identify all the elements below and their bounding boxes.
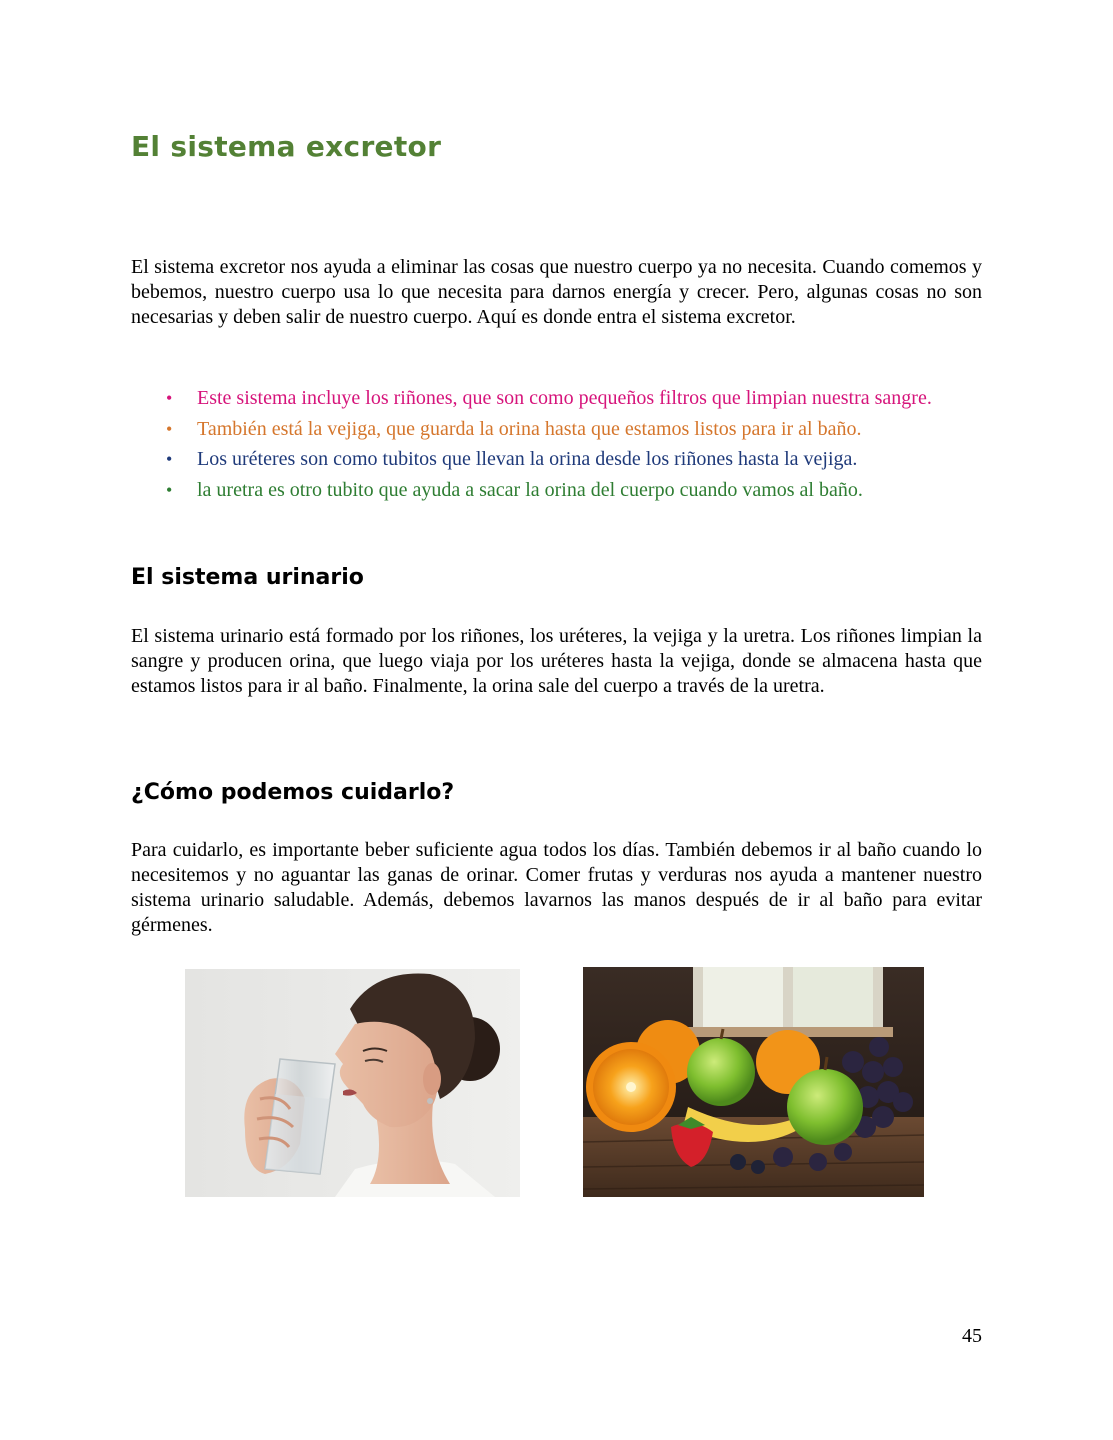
intro-paragraph: El sistema excretor nos ayuda a eliminar las cosas que nuestro cuerpo ya no necesita. Cuando comemos y bebemos, nuestro cuerpo usa lo que necesita para darnos energía y crecer. Pero, algunas cosas no son necesarias y deben salir de nuestro cuerpo. Aquí es donde entra el sistema excretor. [131, 256, 982, 328]
fruits-image [583, 967, 924, 1197]
urinario-paragraph: El sistema urinario está formado por los riñones, los uréteres, la vejiga y la uretra. Los riñones limpian la sangre y producen orina, que luego viaja por los uréteres hasta la vejiga, donde se almacena hasta que estamos listos para ir al baño. Finalmente, la orina sale del cuerpo a través de la uretra. [131, 625, 982, 697]
list-item [131, 417, 1001, 448]
bullet-icon: • [166, 449, 173, 469]
organ-list [131, 386, 1001, 508]
list-item-text: Este sistema incluye los riñones, que son como pequeños filtros que limpian nuestra sangre. [197, 387, 932, 409]
list-item [131, 447, 1001, 478]
section-heading-cuidado: ¿Cómo podemos cuidarlo? [131, 780, 455, 805]
section-heading-urinario: El sistema urinario [131, 565, 364, 590]
cuidado-paragraph: Para cuidarlo, es importante beber suficiente agua todos los días. También debemos ir al baño cuando lo necesitemos y no aguantar las ganas de orinar. Comer frutas y verduras nos ayuda a mantener nuestro sistema urinario saludable. Además, debemos lavarnos las manos después de ir al baño para evitar gérmenes. [131, 839, 982, 936]
bullet-icon: • [166, 479, 173, 500]
page-title: El sistema excretor [131, 130, 442, 163]
list-item [131, 478, 1001, 509]
page-number: 45 [962, 1325, 982, 1347]
woman-drinking-water-image [185, 969, 520, 1197]
list-item [131, 386, 1001, 417]
bullet-icon: • [166, 388, 173, 408]
list-item-text: Los uréteres son como tubitos que llevan la orina desde los riñones hasta la vejiga. [197, 448, 858, 470]
bullet-icon: • [166, 418, 173, 439]
list-item-text: También está la vejiga, que guarda la orina hasta que estamos listos para ir al baño. [197, 417, 862, 440]
list-item-text: la uretra es otro tubito que ayuda a sacar la orina del cuerpo cuando vamos al baño. [197, 478, 863, 501]
